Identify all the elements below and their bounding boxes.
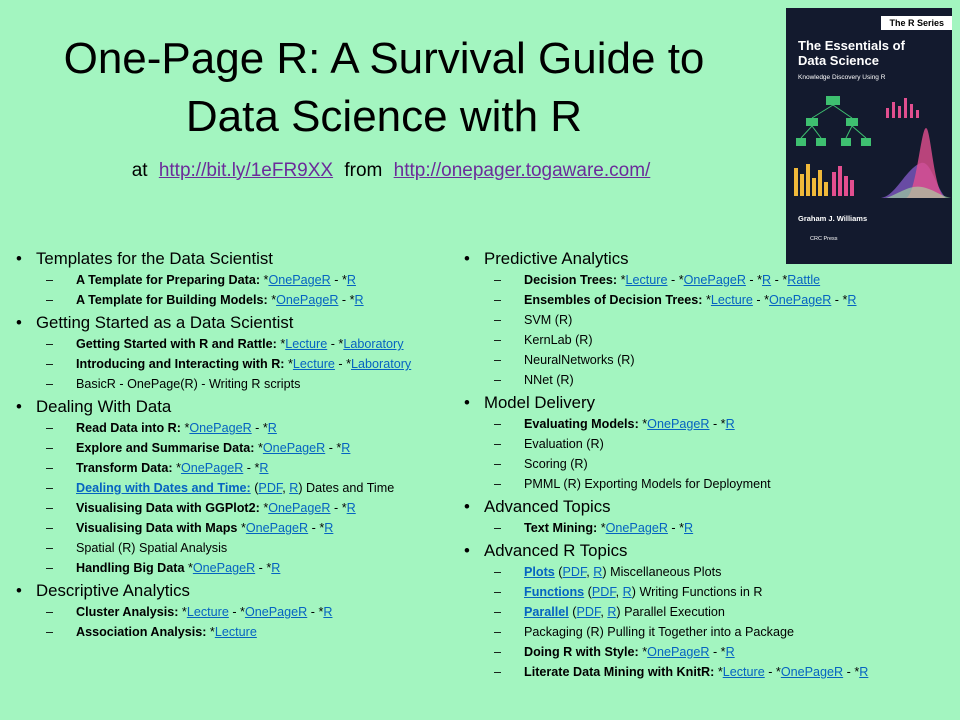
dash-bullet-icon: – — [46, 421, 54, 435]
dash-bullet-icon: – — [494, 293, 502, 307]
topic-item — [464, 416, 944, 433]
r-link[interactable]: R — [622, 585, 632, 599]
dash-bullet-icon: – — [46, 481, 54, 495]
onepager-link[interactable]: OnePageR — [769, 293, 832, 307]
topic-text: * — [271, 293, 277, 307]
section-templates-for-the-data-scientist — [16, 248, 446, 270]
r-link[interactable]: R — [725, 417, 735, 431]
topic-text: , — [615, 585, 623, 599]
subtitle — [0, 160, 788, 182]
topic-item — [464, 520, 944, 537]
topic-text: , — [600, 605, 608, 619]
topic-text: ( — [250, 481, 259, 495]
topic-text: KernLab (R) — [524, 333, 593, 347]
topic-title: Doing R with Style: — [524, 645, 643, 659]
bitly-link[interactable]: http://bit.ly/1eFR9XX — [158, 160, 334, 181]
plots-link[interactable]: Plots — [524, 565, 555, 579]
dash-bullet-icon: – — [494, 645, 502, 659]
book-title-line-2: Data Science — [798, 53, 879, 68]
r-link[interactable]: R — [607, 605, 617, 619]
topic-text: Spatial (R) Spatial Analysis — [76, 541, 228, 555]
r-link[interactable]: R — [346, 273, 356, 287]
lecture-link[interactable]: Lecture — [292, 357, 335, 371]
lecture-link[interactable]: Lecture — [186, 605, 229, 619]
topic-text: - * — [338, 293, 355, 307]
pdf-link[interactable]: PDF — [562, 565, 587, 579]
topic-item — [16, 272, 446, 289]
onepager-link[interactable]: OnePageR — [605, 521, 668, 535]
topic-text: - * — [667, 521, 685, 535]
topic-text: - * — [307, 605, 324, 619]
topic-text: - * — [709, 417, 726, 431]
page-title — [0, 30, 768, 146]
title-line-1: One-Page R: A Survival Guide to — [63, 34, 705, 83]
topic-text: * — [209, 625, 215, 639]
topic-text: ( — [554, 565, 563, 579]
dash-bullet-icon: – — [494, 625, 502, 639]
topic-text: - * — [325, 441, 342, 455]
book-publisher: CRC Press — [810, 236, 838, 242]
topic-item — [464, 664, 944, 681]
section-descriptive-analytics — [16, 580, 446, 602]
topic-text: - * — [327, 337, 344, 351]
topic-item — [464, 456, 944, 473]
dash-bullet-icon: – — [46, 377, 54, 391]
lecture-link[interactable]: Lecture — [285, 337, 328, 351]
topic-item — [464, 332, 944, 349]
topic-text: * — [280, 337, 286, 351]
dash-bullet-icon: – — [46, 461, 54, 475]
topic-item — [464, 604, 944, 621]
topic-text: - * — [228, 605, 245, 619]
topic-item — [464, 476, 944, 493]
r-link[interactable]: R — [859, 665, 869, 679]
topic-text: - * — [243, 461, 260, 475]
topic-text: * — [263, 273, 269, 287]
r-link[interactable]: R — [323, 605, 333, 619]
laboratory-link[interactable]: Laboratory — [343, 337, 404, 351]
topic-text: * — [288, 357, 293, 371]
topic-text: , — [586, 565, 594, 579]
section-heading: Predictive Analytics — [484, 249, 629, 268]
dash-bullet-icon: – — [46, 605, 54, 619]
topic-item — [464, 584, 944, 601]
topic-item — [16, 480, 446, 497]
onepager-link[interactable]: OnePageR — [276, 293, 339, 307]
dash-bullet-icon: – — [494, 605, 502, 619]
onepager-link[interactable]: http://onepager.togaware.com/ — [393, 160, 651, 181]
section-heading: Advanced Topics — [484, 497, 611, 516]
topic-text: - * — [843, 665, 860, 679]
dash-bullet-icon: – — [494, 437, 502, 451]
subtitle-from: from — [344, 160, 383, 181]
topic-text: - * — [764, 665, 781, 679]
r-link[interactable]: R — [259, 461, 269, 475]
topic-text: - * — [334, 357, 352, 371]
section-heading: Model Delivery — [484, 393, 595, 412]
dash-bullet-icon: – — [46, 541, 54, 555]
book-cover — [786, 8, 952, 264]
topic-title: Text Mining: — [524, 521, 601, 535]
onepager-link[interactable]: OnePageR — [780, 665, 844, 679]
topic-item — [464, 352, 944, 369]
section-heading: Advanced R Topics — [484, 541, 628, 560]
topic-title: Visualising Data with Maps — [76, 521, 241, 535]
right-column — [464, 248, 944, 684]
topic-title: Literate Data Mining with KnitR: — [524, 665, 718, 679]
section-dealing-with-data — [16, 396, 446, 418]
topic-item — [16, 376, 446, 393]
topic-text: * — [620, 273, 626, 287]
topic-list — [464, 248, 944, 681]
dash-bullet-icon: – — [494, 273, 502, 287]
topic-item — [464, 564, 944, 581]
topic-text: Evaluation (R) — [524, 437, 604, 451]
book-series: The R Series — [881, 16, 952, 30]
lecture-link[interactable]: Lecture — [214, 625, 257, 639]
topic-text: ( — [568, 605, 577, 619]
topic-title: A Template for Building Models: — [76, 293, 272, 307]
section-getting-started-as-a-data-scientist — [16, 312, 446, 334]
dash-bullet-icon: – — [46, 337, 54, 351]
dash-bullet-icon: – — [494, 665, 502, 679]
r-link[interactable]: R — [346, 501, 356, 515]
r-link[interactable]: R — [289, 481, 299, 495]
functions-link[interactable]: Functions — [524, 585, 585, 599]
topic-text: - * — [251, 421, 268, 435]
onepager-link[interactable]: OnePageR — [180, 461, 244, 475]
topic-text: Scoring (R) — [524, 457, 588, 471]
section-model-delivery — [464, 392, 944, 414]
book-title-line-1: The Essentials of — [798, 38, 905, 53]
topic-item — [16, 420, 446, 437]
topic-item — [16, 292, 446, 309]
section-heading: Templates for the Data Scientist — [36, 249, 273, 268]
r-link[interactable]: R — [267, 421, 277, 435]
onepager-link[interactable]: OnePageR — [647, 645, 710, 659]
topic-text: ) Miscellaneous Plots — [602, 565, 722, 579]
laboratory-link[interactable]: Laboratory — [351, 357, 412, 371]
topic-text: , — [282, 481, 290, 495]
topic-title: Association Analysis: — [76, 625, 210, 639]
left-column — [16, 248, 446, 644]
topic-item — [16, 336, 446, 353]
topic-item — [16, 440, 446, 457]
onepager-link[interactable]: OnePageR — [647, 417, 710, 431]
dash-bullet-icon: – — [494, 333, 502, 347]
topic-title: Evaluating Models: — [524, 417, 643, 431]
topic-item — [16, 356, 446, 373]
topic-title: Visualising Data with GGPlot2: — [76, 501, 264, 515]
dash-bullet-icon: – — [494, 477, 502, 491]
r-link[interactable]: R — [847, 293, 857, 307]
book-subtitle: Knowledge Discovery Using R — [798, 74, 886, 81]
onepager-link[interactable]: OnePageR — [245, 521, 309, 535]
section-advanced-r-topics — [464, 540, 944, 562]
dash-bullet-icon: – — [494, 417, 502, 431]
dash-bullet-icon: – — [494, 565, 502, 579]
onepager-link[interactable]: OnePageR — [244, 605, 308, 619]
topic-item — [16, 540, 446, 557]
section-heading: Dealing With Data — [36, 397, 172, 416]
topic-title: Read Data into R: — [76, 421, 185, 435]
topic-text: - * — [667, 273, 684, 287]
topic-item — [464, 644, 944, 661]
r-link[interactable]: R — [684, 521, 694, 535]
dash-bullet-icon: – — [46, 625, 54, 639]
topic-text: NeuralNetworks (R) — [524, 353, 635, 367]
onepager-link[interactable]: OnePageR — [268, 501, 331, 515]
topic-title: Explore and Summarise Data: — [76, 441, 258, 455]
topic-item — [464, 272, 944, 289]
dash-bullet-icon: – — [46, 273, 54, 287]
dash-bullet-icon: – — [46, 441, 54, 455]
topic-item — [464, 372, 944, 389]
topic-text: * — [263, 501, 269, 515]
topic-text: * — [600, 521, 606, 535]
topic-text: - * — [308, 521, 325, 535]
topic-title: Handling Big Data — [76, 561, 188, 575]
r-link[interactable]: R — [725, 645, 735, 659]
topic-text: NNet (R) — [524, 373, 574, 387]
topic-item — [16, 460, 446, 477]
lecture-link[interactable]: Lecture — [722, 665, 765, 679]
topic-text: ) Dates and Time — [298, 481, 395, 495]
parallel-link[interactable]: Parallel — [524, 605, 569, 619]
book-author: Graham J. Williams — [798, 214, 868, 223]
topic-text: - * — [745, 273, 763, 287]
topic-title: Cluster Analysis: — [76, 605, 182, 619]
topic-item — [464, 624, 944, 641]
dash-bullet-icon: – — [46, 501, 54, 515]
topic-text: * — [642, 417, 648, 431]
topic-title: Getting Started with R and Rattle: — [76, 337, 281, 351]
topic-text: * — [187, 561, 193, 575]
dash-bullet-icon: – — [46, 521, 54, 535]
topic-item — [464, 292, 944, 309]
pdf-link[interactable]: PDF — [576, 605, 601, 619]
topic-title: Transform Data: — [76, 461, 177, 475]
dash-bullet-icon: – — [46, 357, 54, 371]
topic-text: ) Parallel Execution — [616, 605, 725, 619]
r-link[interactable]: R — [762, 273, 772, 287]
topic-text: ( — [584, 585, 592, 599]
section-heading: Getting Started as a Data Scientist — [36, 313, 294, 332]
topic-text: * — [181, 605, 187, 619]
topic-item — [16, 560, 446, 577]
dash-bullet-icon: – — [494, 353, 502, 367]
topic-text: - * — [330, 273, 347, 287]
r-link[interactable]: R — [271, 561, 281, 575]
topic-text: - * — [771, 273, 788, 287]
pdf-link[interactable]: PDF — [258, 481, 283, 495]
topic-title: Introducing and Interacting with R: — [76, 357, 288, 371]
lecture-link[interactable]: Lecture — [625, 273, 668, 287]
r-link[interactable]: R — [324, 521, 334, 535]
topic-text: - * — [831, 293, 848, 307]
topic-title: Decision Trees: — [524, 273, 621, 287]
topic-text: * — [717, 665, 723, 679]
dash-bullet-icon: – — [494, 585, 502, 599]
onepager-link[interactable]: OnePageR — [262, 441, 326, 455]
topic-text: * — [176, 461, 181, 475]
dealing-with-dates-and-time-link[interactable]: Dealing with Dates and Time: — [76, 481, 251, 495]
dash-bullet-icon: – — [494, 521, 502, 535]
dash-bullet-icon: – — [46, 293, 54, 307]
topic-text: * — [184, 421, 190, 435]
title-line-2: Data Science with R — [185, 92, 583, 141]
topic-text: * — [642, 645, 648, 659]
pdf-link[interactable]: PDF — [591, 585, 616, 599]
topic-text: - * — [709, 645, 726, 659]
topic-text: - * — [255, 561, 272, 575]
topic-text: * — [257, 441, 263, 455]
section-predictive-analytics — [464, 248, 944, 270]
section-heading: Descriptive Analytics — [36, 581, 190, 600]
topic-title: Ensembles of Decision Trees: — [524, 293, 706, 307]
onepager-link[interactable]: OnePageR — [268, 273, 331, 287]
dash-bullet-icon: – — [494, 313, 502, 327]
dash-bullet-icon: – — [46, 561, 54, 575]
lecture-link[interactable]: Lecture — [710, 293, 753, 307]
topic-item — [464, 436, 944, 453]
topic-text: - * — [330, 501, 347, 515]
topic-title: A Template for Preparing Data: — [76, 273, 264, 287]
topic-text: PMML (R) Exporting Models for Deployment — [524, 477, 771, 491]
dash-bullet-icon: – — [494, 457, 502, 471]
topic-text: BasicR - OnePage(R) - Writing R scripts — [76, 377, 301, 391]
topic-list — [16, 248, 446, 641]
topic-item — [16, 604, 446, 621]
onepager-link[interactable]: OnePageR — [189, 421, 252, 435]
topic-text: SVM (R) — [524, 313, 573, 327]
section-advanced-topics — [464, 496, 944, 518]
book-title — [798, 38, 905, 68]
topic-item — [464, 312, 944, 329]
topic-item — [16, 624, 446, 641]
topic-text: * — [705, 293, 711, 307]
onepager-link[interactable]: OnePageR — [683, 273, 746, 287]
r-link[interactable]: R — [341, 441, 351, 455]
topic-item — [16, 520, 446, 537]
onepager-link[interactable]: OnePageR — [192, 561, 256, 575]
dash-bullet-icon: – — [494, 373, 502, 387]
subtitle-at: at — [131, 160, 148, 181]
topic-text: * — [240, 521, 246, 535]
topic-text: - * — [752, 293, 769, 307]
topic-item — [16, 500, 446, 517]
topic-text: ) Writing Functions in R — [631, 585, 763, 599]
r-link[interactable]: R — [593, 565, 603, 579]
r-link[interactable]: R — [354, 293, 364, 307]
book-illustration-icon — [786, 88, 952, 208]
topic-text: Packaging (R) Pulling it Together into a Package — [524, 625, 794, 639]
rattle-link[interactable]: Rattle — [787, 273, 821, 287]
